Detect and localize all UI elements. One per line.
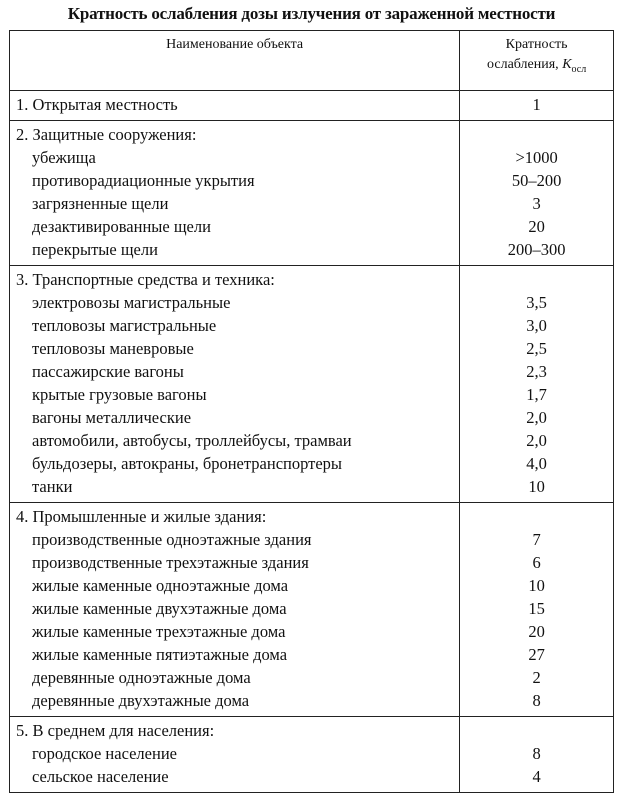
item-value: 1,7 [526, 385, 547, 404]
section-heading-value [460, 719, 613, 742]
section-values-cell [460, 266, 614, 503]
item-value: 20 [528, 217, 545, 236]
section-heading-value [460, 123, 613, 146]
section-heading: 3. Транспортные средства и техника: [16, 270, 275, 289]
item-name: дезактивированные щели [32, 217, 211, 236]
item-name: вагоны металлические [32, 408, 192, 427]
table-row [10, 121, 614, 266]
item-value: 10 [528, 576, 545, 595]
table-header-row [10, 31, 614, 91]
item-name: противорадиационные укрытия [32, 171, 255, 190]
section-heading-value [460, 505, 613, 528]
item-name: жилые каменные одноэтажные дома [32, 576, 289, 595]
item-name: жилые каменные трехэтажные дома [32, 622, 286, 641]
item-name: крытые грузовые вагоны [32, 385, 207, 404]
item-name: жилые каменные пятиэтажные дома [32, 645, 288, 664]
section-values-cell [460, 91, 614, 121]
header-value-line2: ослабления, [487, 57, 559, 72]
item-value: 4,0 [526, 454, 547, 473]
item-name: производственные трехэтажные здания [32, 553, 309, 572]
item-name: деревянные одноэтажные дома [32, 668, 251, 687]
table-row [10, 266, 614, 503]
table-row [10, 503, 614, 717]
item-name: перекрытые щели [32, 240, 158, 259]
item-value: 2 [532, 668, 541, 687]
item-value: 27 [528, 645, 545, 664]
section-heading-value [460, 268, 613, 291]
item-name: сельское население [32, 767, 169, 786]
table-title: Кратность ослабления дозы излучения от зараженной местности [67, 4, 556, 23]
item-name: танки [32, 477, 73, 496]
item-value: 3,0 [526, 316, 547, 335]
item-name: деревянные двухэтажные дома [32, 691, 250, 710]
item-value: 10 [528, 477, 545, 496]
section-values-cell [460, 503, 614, 717]
item-value: 3 [532, 194, 541, 213]
item-name: тепловозы маневровые [32, 339, 194, 358]
section-heading: 5. В среднем для населения: [16, 721, 215, 740]
item-value: 2,5 [526, 339, 547, 358]
section-names-cell [10, 121, 460, 266]
section-names-cell [10, 91, 460, 121]
section-values-cell [460, 121, 614, 266]
item-name: бульдозеры, автокраны, бронетранспортеры [32, 454, 342, 473]
attenuation-table [9, 30, 614, 793]
item-value: 7 [532, 530, 541, 549]
section-names-cell [10, 717, 460, 793]
item-value: 200–300 [507, 240, 566, 259]
item-name: производственные одноэтажные здания [32, 530, 312, 549]
item-name: городское население [32, 744, 177, 763]
item-value: 3,5 [526, 293, 547, 312]
item-value: 8 [532, 744, 541, 763]
item-name: автомобили, автобусы, троллейбусы, трамваи [32, 431, 352, 450]
item-value: 6 [532, 553, 541, 572]
item-value: 15 [528, 599, 545, 618]
section-heading: 4. Промышленные и жилые здания: [16, 507, 267, 526]
item-name: загрязненные щели [32, 194, 169, 213]
item-name: тепловозы магистральные [32, 316, 217, 335]
item-value: 4 [532, 767, 541, 786]
item-name: пассажирские вагоны [32, 362, 184, 381]
item-name: электровозы магистральные [32, 293, 231, 312]
header-value-symbol: K [562, 57, 572, 72]
item-name: убежища [32, 148, 96, 167]
section-heading: 2. Защитные сооружения: [16, 125, 197, 144]
section-names-cell [10, 503, 460, 717]
item-value: 2,0 [526, 408, 547, 427]
item-value: 20 [528, 622, 545, 641]
item-name: жилые каменные двухэтажные дома [32, 599, 287, 618]
header-object-name: Наименование объекта [10, 31, 460, 91]
header-value-sub: осл [571, 63, 587, 75]
header-attenuation-factor [460, 31, 614, 91]
item-value: 2,3 [526, 362, 547, 381]
header-value-line1: Кратность [505, 37, 568, 52]
item-value: 2,0 [526, 431, 547, 450]
item-value: 50–200 [511, 171, 562, 190]
table-row [10, 717, 614, 793]
section-values-cell [460, 717, 614, 793]
item-value: >1000 [515, 148, 558, 167]
item-value: 8 [532, 691, 541, 710]
table-row [10, 91, 614, 121]
section-heading-value: 1 [532, 95, 541, 114]
section-heading: 1. Открытая местность [16, 95, 178, 114]
section-names-cell [10, 266, 460, 503]
